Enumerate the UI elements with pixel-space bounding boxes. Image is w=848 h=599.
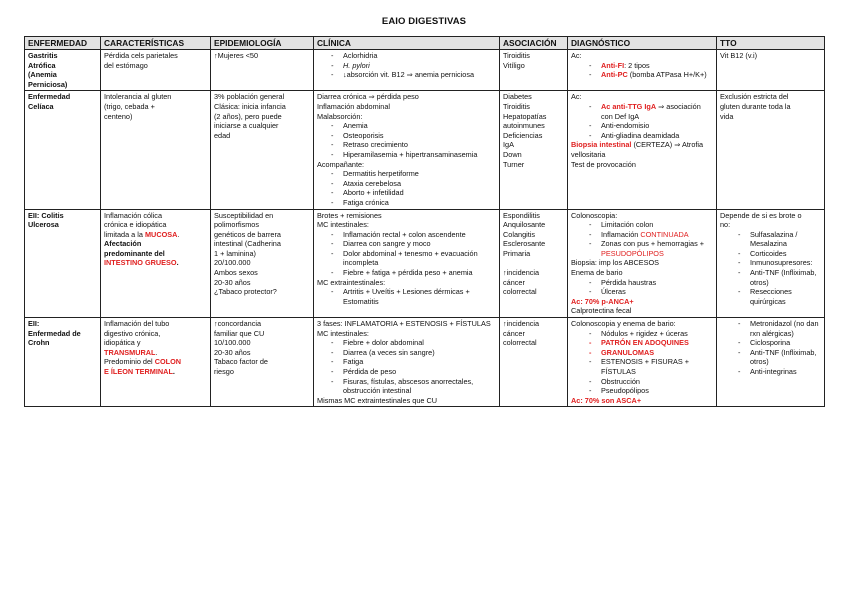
cell-caracteristicas: Pérdida cels parietales del estómago [101,50,211,91]
table-row-crohn [25,318,825,407]
cell-clinica: - Aclorhidria - H. pylori - ↓absorción vit. B12 ⇒ anemia perniciosa [314,50,500,91]
table-row-celiaca [25,91,825,209]
col-header-epidemiologia: EPIDEMIOLOGÍA [211,37,314,50]
col-header-asociacion: ASOCIACIÓN [500,37,568,50]
cell-epidemiologia: ↑Mujeres <50 [211,50,314,91]
disease-table [24,36,825,407]
cell-diagnostico: Colonoscopia: - Limitación colon - Inflamación CONTINUADA - Zonas con pus + hemorragias + PESUDOPÓLIPOS Biopsia: imp los ABCESOS Enema de bario - Pérdida haustras - Úlceras Ac: 70% p-ANCA+ Calprotectina fecal [568,209,717,318]
cell-enfermedad: Enfermedad Celíaca [25,91,101,209]
cell-diagnostico: Ac: - Ac anti-TTG IgA ⇒ asociación con Def IgA - Anti-endomisio - Anti-gliadina deamidada Biopsia intestinal (CERTEZA) ⇒ Atrofia vellositaria Test de provocación [568,91,717,209]
cell-tto: Vit B12 (v.i) [717,50,825,91]
col-header-diagnostico: DIAGNÓSTICO [568,37,717,50]
col-header-enfermedad: ENFERMEDAD [25,37,101,50]
cell-epidemiologia: ↑concordancia familiar que CU 10/100.000 20-30 años Tabaco factor de riesgo [211,318,314,407]
cell-asociacion: Diabetes Tiroiditis Hepatopatías autoinmunes Deficiencias IgA Down Turner [500,91,568,209]
cell-caracteristicas: Intolerancia al gluten (trigo, cebada + centeno) [101,91,211,209]
col-header-caracteristicas: CARACTERÍSTICAS [101,37,211,50]
cell-epidemiologia: Susceptibilidad en polimorfismos genéticos de barrera intestinal (Cadherina 1 + laminina) 20/100.000 Ambos sexos 20-30 años ¿Tabaco protector? [211,209,314,318]
cell-asociacion: Tiroiditis Vitíligo [500,50,568,91]
col-header-tto: TTO [717,37,825,50]
cell-epidemiologia: 3% población general Clásica: inicia infancia (2 años), pero puede iniciarse a cualquier edad [211,91,314,209]
cell-asociacion: Espondilitis Anquilosante Colangitis Esclerosante Primaria ↑incidencia cáncer colorrectal [500,209,568,318]
cell-caracteristicas: Inflamación del tubo digestivo crónica, idiopática y TRANSMURAL. Predominio del COLON E ÍLEON TERMINAL. [101,318,211,407]
col-header-clinica: CLÍNICA [314,37,500,50]
cell-diagnostico: Ac: - Anti-FI: 2 tipos - Anti-PC (bomba ATPasa H+/K+) [568,50,717,91]
cell-clinica: Brotes + remisiones MC intestinales: - Inflamación rectal + colon ascendente - Diarrea con sangre y moco - Dolor abdominal + tenesmo + evacuación incompleta - Fiebre + fatiga + pérdida peso + anemia MC extraintestinales: - Artritis + Uveítis + Lesiones dérmicas + Estomatitis [314,209,500,318]
cell-tto: Exclusión estricta del gluten durante toda la vida [717,91,825,209]
header-row [25,37,825,50]
cell-diagnostico: Colonoscopia y enema de bario: - Nódulos + rigidez + úceras - PATRÓN EN ADOQUINES - GRANULOMAS - ESTENOSIS + FISURAS + FÍSTULAS - Obstrucción - Pseudopólipos Ac: 70% son ASCA+ [568,318,717,407]
table-row-colitis-ulcerosa [25,209,825,318]
cell-clinica: Diarrea crónica ⇒ pérdida peso Inflamación abdominal Malabsorción: - Anemia - Osteoporisis - Retraso crecimiento - Hiperamilasemia + hipertransaminasemia Acompañante: - Dermatitis herpetiforme - Ataxia cerebelosa - Aborto + infetilidad - Fatiga crónica [314,91,500,209]
cell-tto: Depende de si es brote o no: - Sulfasalazina / Mesalazina - Corticoides - Inmunosupresores: - Anti-TNF (Infliximab, otros) - Resecciones quirúrgicas [717,209,825,318]
table-row-gastritis [25,50,825,91]
page-title: EAIO DIGESTIVAS [381,16,467,27]
cell-asociacion: ↑incidencia cáncer colorrectal [500,318,568,407]
cell-tto: - Metronidazol (no dan rxn alérgicas) - Ciclosporina - Anti-TNF (Infliximab, otros) - Anti-integrinas [717,318,825,407]
cell-clinica: 3 fases: INFLAMATORIA + ESTENOSIS + FÍSTULAS MC intestinales: - Fiebre + dolor abdominal - Diarrea (a veces sin sangre) - Fatiga - Pérdida de peso - Fisuras, fístulas, abscesos anorrectales, obstrucción intestinal Mismas MC extraintestinales que CU [314,318,500,407]
cell-enfermedad: EII: Enfermedad de Crohn [25,318,101,407]
cell-enfermedad: Gastritis Atrófica (Anemia Perniciosa) [25,50,101,91]
cell-enfermedad: EII: Colitis Ulcerosa [25,209,101,318]
cell-caracteristicas: Inflamación cólica crónica e idiopática limitada a la MUCOSA. Afectación predominante del INTESTINO GRUESO. [101,209,211,318]
